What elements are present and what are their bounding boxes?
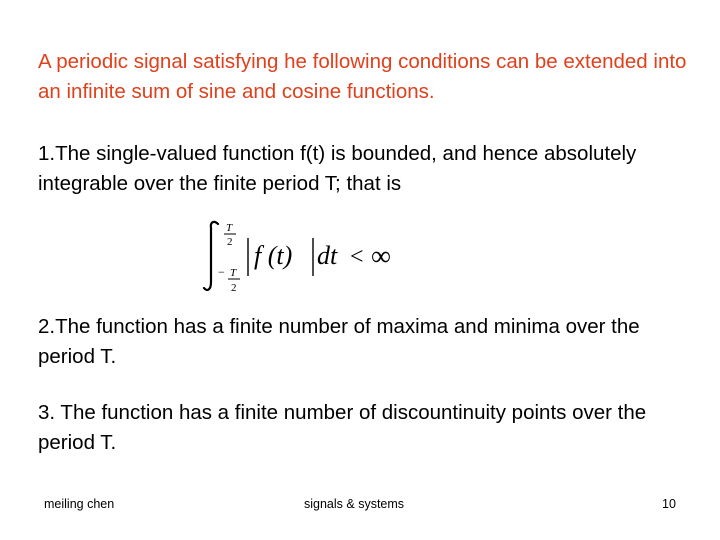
condition-3-text: 3. The function has a finite number of discountinuity points over the period T. — [38, 401, 647, 454]
intro-paragraph: A periodic signal satisfying he following conditions can be extended into an infinite sum of sine and cosine functions. — [38, 50, 687, 103]
lower-limit-numerator: T — [230, 267, 237, 279]
condition-1-text: 1.The single-valued function f(t) is bounded, and hence absolutely integrable over the finite period T; that is — [38, 142, 637, 195]
lower-limit-denominator: 2 — [231, 282, 237, 294]
integral-sign — [204, 222, 218, 290]
lower-limit-sign: − — [218, 265, 225, 279]
condition-2-text: 2.The function has a finite number of maxima and minima over the period T. — [38, 315, 640, 368]
differential: dt — [317, 241, 338, 270]
relation-symbol: < — [350, 244, 364, 270]
upper-limit-numerator: T — [226, 222, 233, 234]
integrability-formula — [200, 218, 410, 298]
integrand: f (t) — [254, 241, 293, 270]
footer-course: signals & systems — [304, 497, 405, 511]
upper-limit-denominator: 2 — [227, 236, 233, 248]
footer-author: meiling chen — [44, 497, 115, 511]
footer-page-number: 10 — [662, 497, 676, 511]
infinity-symbol: ∞ — [371, 241, 391, 272]
